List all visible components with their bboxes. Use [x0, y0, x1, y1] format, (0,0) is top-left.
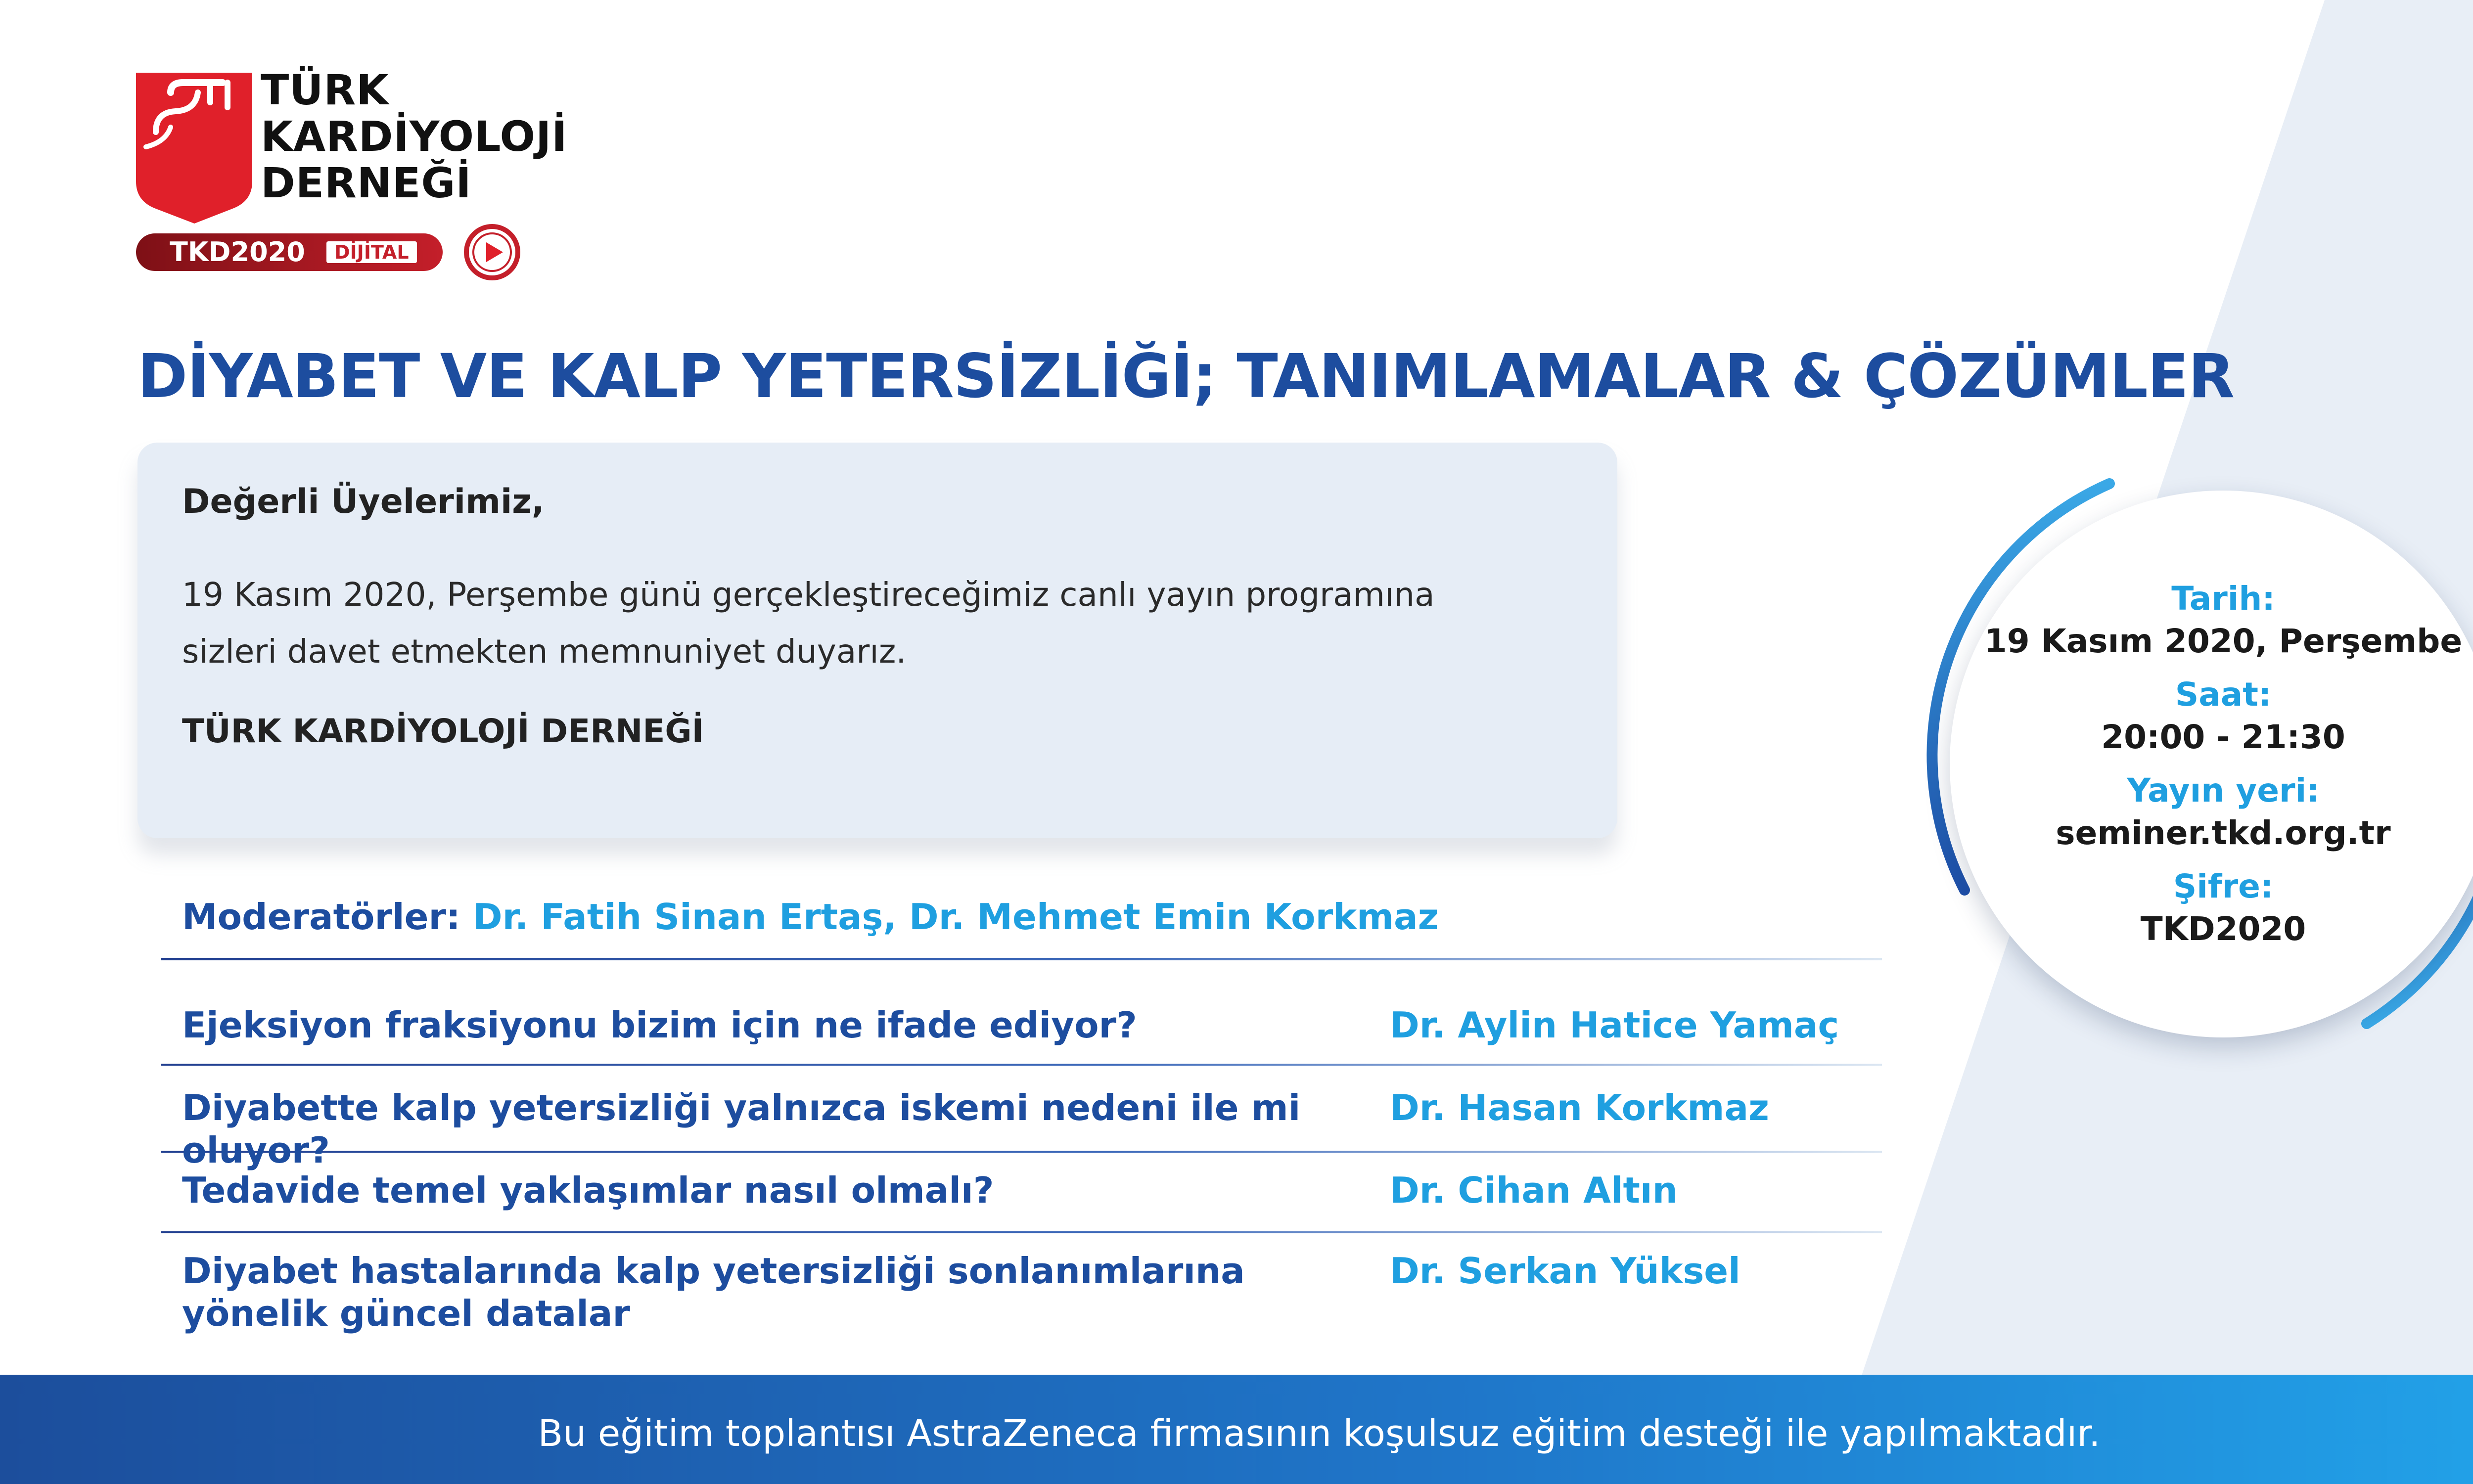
date-value: 19 Kasım 2020, Perşembe	[1984, 622, 2463, 660]
moderators	[182, 896, 1439, 938]
program-topic: Ejeksiyon fraksiyonu bizim için ne ifade ediyor?	[182, 1004, 1137, 1046]
program-topic: Diyabet hastalarında kalp yetersizliği sonlanımlarına yönelik güncel datalar	[182, 1250, 1245, 1334]
invitation-card	[137, 443, 1617, 838]
venue-label: Yayın yeri:	[2127, 771, 2320, 809]
event-info-circle	[1919, 460, 2473, 1068]
page-title: DİYABET VE KALP YETERSİZLİĞİ; TANIMLAMALAR & ÇÖZÜMLER	[137, 341, 2235, 411]
invitation-signature: TÜRK KARDİYOLOJİ DERNEĞİ	[182, 712, 704, 750]
badge-tag: DİJİTAL	[326, 241, 417, 263]
tkd-logo	[136, 67, 581, 299]
venue-value: seminer.tkd.org.tr	[2056, 814, 2391, 852]
invitation-greeting: Değerli Üyelerimiz,	[182, 482, 545, 521]
invitation-body-line-1: 19 Kasım 2020, Perşembe günü gerçekleştireceğimiz canlı yayın programına	[182, 576, 1435, 614]
logo-line-2: KARDİYOLOJİ	[261, 112, 568, 161]
divider	[161, 1064, 1882, 1066]
date-label: Tarih:	[2171, 580, 2275, 618]
program-topic: Diyabette kalp yetersizliği yalnızca iskemi nedeni ile mi oluyor?	[182, 1087, 1301, 1171]
password-label: Şifre:	[2173, 867, 2274, 905]
program-topic: Tedavide temel yaklaşımlar nasıl olmalı?	[182, 1169, 994, 1211]
play-icon	[462, 223, 522, 282]
logo-line-3: DERNEĞİ	[261, 159, 472, 207]
time-label: Saat:	[2175, 675, 2272, 714]
badge-text: TKD2020	[170, 236, 305, 268]
logo-line-1: TÜRK	[261, 66, 389, 114]
heart-logo-icon	[136, 73, 252, 224]
program-speaker: Dr. Cihan Altın	[1390, 1169, 1678, 1211]
divider	[161, 958, 1882, 960]
program-speaker: Dr. Aylin Hatice Yamaç	[1390, 1004, 1839, 1046]
sponsor-footer	[0, 1375, 2473, 1484]
program-speaker: Dr. Serkan Yüksel	[1390, 1250, 1740, 1292]
logo-wordmark	[261, 67, 567, 206]
footer-text: Bu eğitim toplantısı AstraZeneca firmasının koşulsuz eğitim desteği ile yapılmaktadır.	[538, 1412, 2101, 1455]
password-value: TKD2020	[2140, 910, 2306, 948]
moderators-label: Moderatörler:	[182, 896, 460, 938]
tkd2020-badge	[136, 223, 522, 282]
invitation-body	[182, 566, 1567, 680]
divider	[161, 1231, 1882, 1233]
info-content	[1950, 578, 2473, 961]
program-speaker: Dr. Hasan Korkmaz	[1390, 1087, 1769, 1128]
time-value: 20:00 - 21:30	[2101, 718, 2345, 756]
invitation-body-line-2: sizleri davet etmekten memnuniyet duyarız.	[182, 632, 907, 671]
moderators-names: Dr. Fatih Sinan Ertaş, Dr. Mehmet Emin Korkmaz	[472, 896, 1439, 938]
